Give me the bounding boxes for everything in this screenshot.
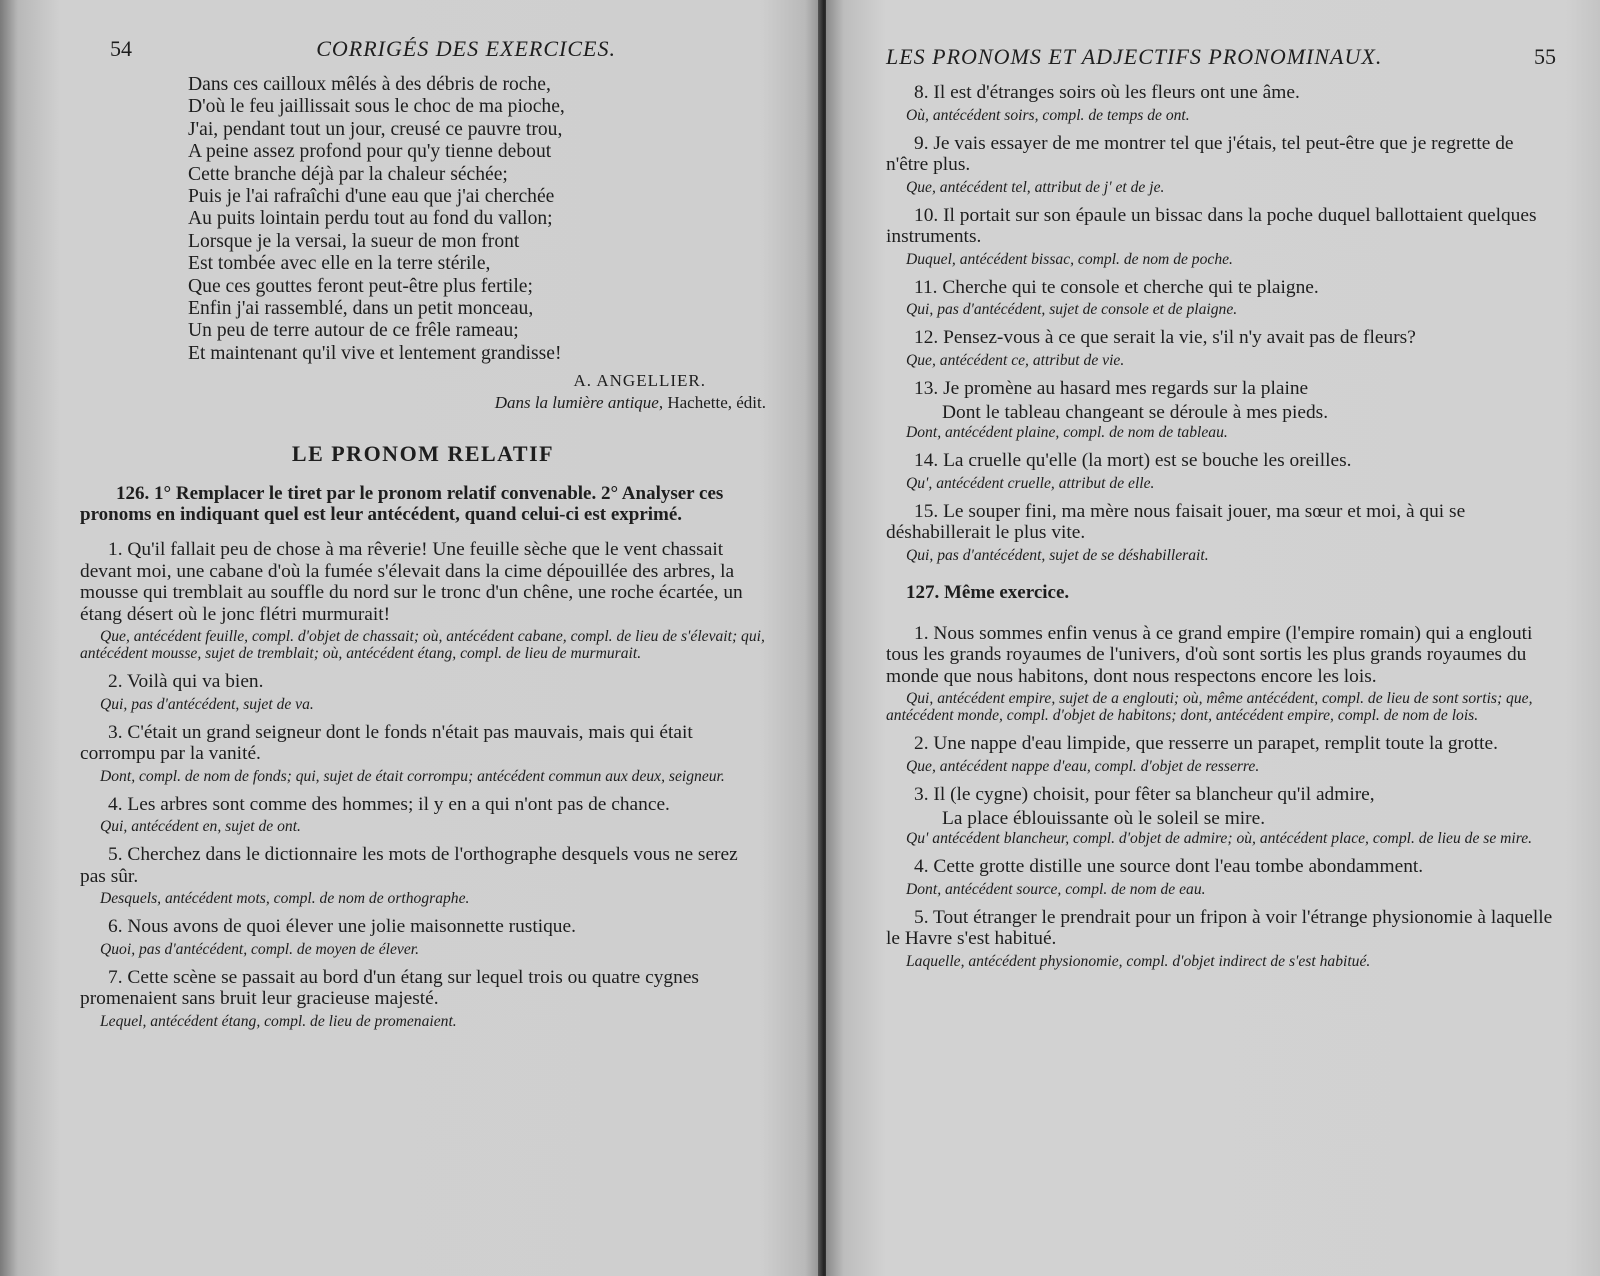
item-analysis: Que, antécédent feuille, compl. d'objet de chassait; où, antécédent cabane, compl. de lieu de s'élevait; qui, antécédent mousse, sujet de tremblait; où, antécédent étang, compl. de lieu de murmurait. <box>80 628 765 663</box>
item-analysis: Qu', antécédent cruelle, attribut de elle. <box>906 474 1155 492</box>
item-analysis: Dont, compl. de nom de fonds; qui, sujet de était corrompu; antécédent commun aux deux, seigneur. <box>100 767 725 785</box>
right-page <box>826 0 1600 1276</box>
item-analysis: Que, antécédent tel, attribut de j' et de je. <box>906 178 1165 196</box>
item-analysis: Qui, antécédent en, sujet de ont. <box>100 818 301 836</box>
exercise-item: 1. Qu'il fallait peu de chose à ma rêverie! Une feuille sèche que le vent chassait devant moi, une cabane d'où la fumée s'élevait dans la cime dépouillée des arbres, la mousse qui tremblait au souffle du nord sur le tronc d'un chêne, une roche écartée, un étang désert où le jonc flétri murmurait! <box>80 539 743 625</box>
exercise-item: 14. La cruelle qu'elle (la mort) est se bouche les oreilles. <box>914 450 1352 471</box>
poem-line: Puis je l'ai rafraîchi d'une eau que j'ai cherchée <box>188 186 555 208</box>
exercise-item: 8. Il est d'étranges soirs où les fleurs ont une âme. <box>914 82 1300 103</box>
item-analysis: Que, antécédent ce, attribut de vie. <box>906 351 1125 369</box>
exercise-item: 10. Il portait sur son épaule un bissac dans la poche duquel ballottaient quelques instruments. <box>886 204 1537 247</box>
item-analysis: Qui, antécédent empire, sujet de a englouti; où, même antécédent, compl. de lieu de sont sortis; que, antécédent monde, compl. d'objet de habitons; dont, antécédent empire, compl. de nom de lois. <box>886 690 1533 724</box>
item-analysis: Quoi, pas d'antécédent, compl. de moyen de élever. <box>100 940 420 958</box>
item-analysis: Lequel, antécédent étang, compl. de lieu de promenaient. <box>100 1012 457 1030</box>
section-title: LE PRONOM RELATIF <box>291 441 555 467</box>
poem-line: A peine assez profond pour qu'y tienne debout <box>188 141 552 163</box>
poem-attribution <box>80 371 766 415</box>
poem-publisher: , Hachette, édit. <box>658 393 766 413</box>
exercise-item: 11. Cherche qui te console et cherche qui te plaigne. <box>914 276 1319 298</box>
left-running-head <box>80 36 766 62</box>
exercise-item: 5. Cherchez dans le dictionnaire les mots de l'orthographe desquels vous ne serez pas sûr. <box>80 844 738 887</box>
exercise-item: 4. Les arbres sont comme des hommes; il y en a qui n'ont pas de chance. <box>108 793 670 815</box>
exercise-item: 15. Le souper fini, ma mère nous faisait jouer, ma sœur et moi, à qui se déshabillerait le plus vite. <box>886 500 1466 543</box>
poem-work: Dans la lumière antique <box>494 393 659 413</box>
poem-line: Que ces gouttes feront peut-être plus fertile; <box>188 275 533 297</box>
poem-line: Un peu de terre autour de ce frêle rameau; <box>188 320 519 342</box>
item-analysis: Duquel, antécédent bissac, compl. de nom de poche. <box>906 250 1233 268</box>
exercise-item: 7. Cette scène se passait au bord d'un étang sur lequel trois ou quatre cygnes promenaient sans bruit leur gracieuse majesté. <box>80 966 699 1010</box>
page-number-right: 55 <box>1534 44 1556 69</box>
poem-line: Dans ces cailloux mêlés à des débris de roche, <box>188 74 551 95</box>
exercise-item: 13. Je promène au hasard mes regards sur la plaine <box>914 377 1309 399</box>
item-analysis: Que, antécédent nappe d'eau, compl. d'objet de resserre. <box>906 757 1260 775</box>
item-analysis: Qui, pas d'antécédent, sujet de console et de plaigne. <box>906 301 1238 318</box>
poem-source <box>80 391 766 415</box>
running-title-right: LES PRONOMS ET ADJECTIFS PRONOMINAUX. <box>886 44 1383 69</box>
item-analysis: Desquels, antécédent mots, compl. de nom de orthographe. <box>100 890 470 908</box>
exercise-item: 3. Il (le cygne) choisit, pour fêter sa blancheur qu'il admire, <box>914 783 1375 805</box>
item-analysis: Qui, pas d'antécédent, sujet de va. <box>100 695 314 713</box>
poem-line: D'où le feu jaillissait sous le choc de ma pioche, <box>188 96 565 118</box>
verse-line: Dont le tableau changeant se déroule à mes pieds. <box>942 402 1329 423</box>
exercise-item: 2. Voilà qui va bien. <box>108 671 264 693</box>
poem-author: A. ANGELLIER. <box>573 371 706 391</box>
exercise-item: 1. Nous sommes enfin venus à ce grand empire (l'empire romain) qui a englouti tous les grands royaumes de l'univers, d'où sont sortis les plus grands royaumes du monde que nous habitons, dont nous respectons encore les lois. <box>886 622 1533 687</box>
item-analysis: Qui, pas d'antécédent, sujet de se déshabillerait. <box>906 546 1209 564</box>
exercise-item: 4. Cette grotte distille une source dont l'eau tombe abondamment. <box>914 856 1424 877</box>
right-running-head <box>886 44 1556 70</box>
poem-line: Enfin j'ai rassemblé, dans un petit monceau, <box>188 298 534 320</box>
poem-line: J'ai, pendant tout un jour, creusé ce pauvre trou, <box>188 118 563 140</box>
item-analysis: Qu' antécédent blancheur, compl. d'objet de admire; où, antécédent place, compl. de lieu de se mire. <box>906 830 1533 847</box>
exercise-item: 5. Tout étranger le prendrait pour un fripon à voir l'étrange physionomie à laquelle le Havre s'est habitué. <box>886 906 1553 949</box>
poem-line: Lorsque je la versai, la sueur de mon front <box>188 230 520 252</box>
verse-line: La place éblouissante où le soleil se mire. <box>942 808 1266 829</box>
poem-line: Au puits lointain perdu tout au fond du vallon; <box>188 208 553 230</box>
page-number-left: 54 <box>110 36 132 61</box>
exercise-item: 3. C'était un grand seigneur dont le fonds n'était pas mauvais, mais qui était corrompu par la vanité. <box>80 721 693 765</box>
item-analysis: Dont, antécédent source, compl. de nom de eau. <box>906 880 1206 898</box>
exercise-item: 9. Je vais essayer de me montrer tel que j'étais, tel peut-être que je regrette de n'être plus. <box>886 132 1514 175</box>
exercise-item: 2. Une nappe d'eau limpide, que resserre un parapet, remplit toute la grotte. <box>914 733 1498 754</box>
exercise-126-instructions: 126. 1° Remplacer le tiret par le pronom relatif convenable. 2° Analyser ces pronoms en indiquant quel est leur antécédent, quand celui-ci est exprimé. <box>80 483 724 526</box>
item-analysis: Dont, antécédent plaine, compl. de nom de tableau. <box>906 424 1228 441</box>
exercise-127-heading: 127. Même exercice. <box>906 581 1070 603</box>
poem <box>188 74 766 365</box>
poem-line: Et maintenant qu'il vive et lentement grandisse! <box>188 342 562 364</box>
exercise-item: 6. Nous avons de quoi élever une jolie maisonnette rustique. <box>108 916 576 938</box>
exercise-item: 12. Pensez-vous à ce que serait la vie, s'il n'y avait pas de fleurs? <box>914 327 1416 348</box>
running-title-left: CORRIGÉS DES EXERCICES. <box>316 36 616 61</box>
poem-line: Cette branche déjà par la chaleur séchée; <box>188 163 508 185</box>
item-analysis: Où, antécédent soirs, compl. de temps de ont. <box>906 106 1190 124</box>
poem-line: Est tombée avec elle en la terre stérile, <box>188 253 491 275</box>
item-analysis: Laquelle, antécédent physionomie, compl. d'objet indirect de s'est habitué. <box>906 952 1371 970</box>
